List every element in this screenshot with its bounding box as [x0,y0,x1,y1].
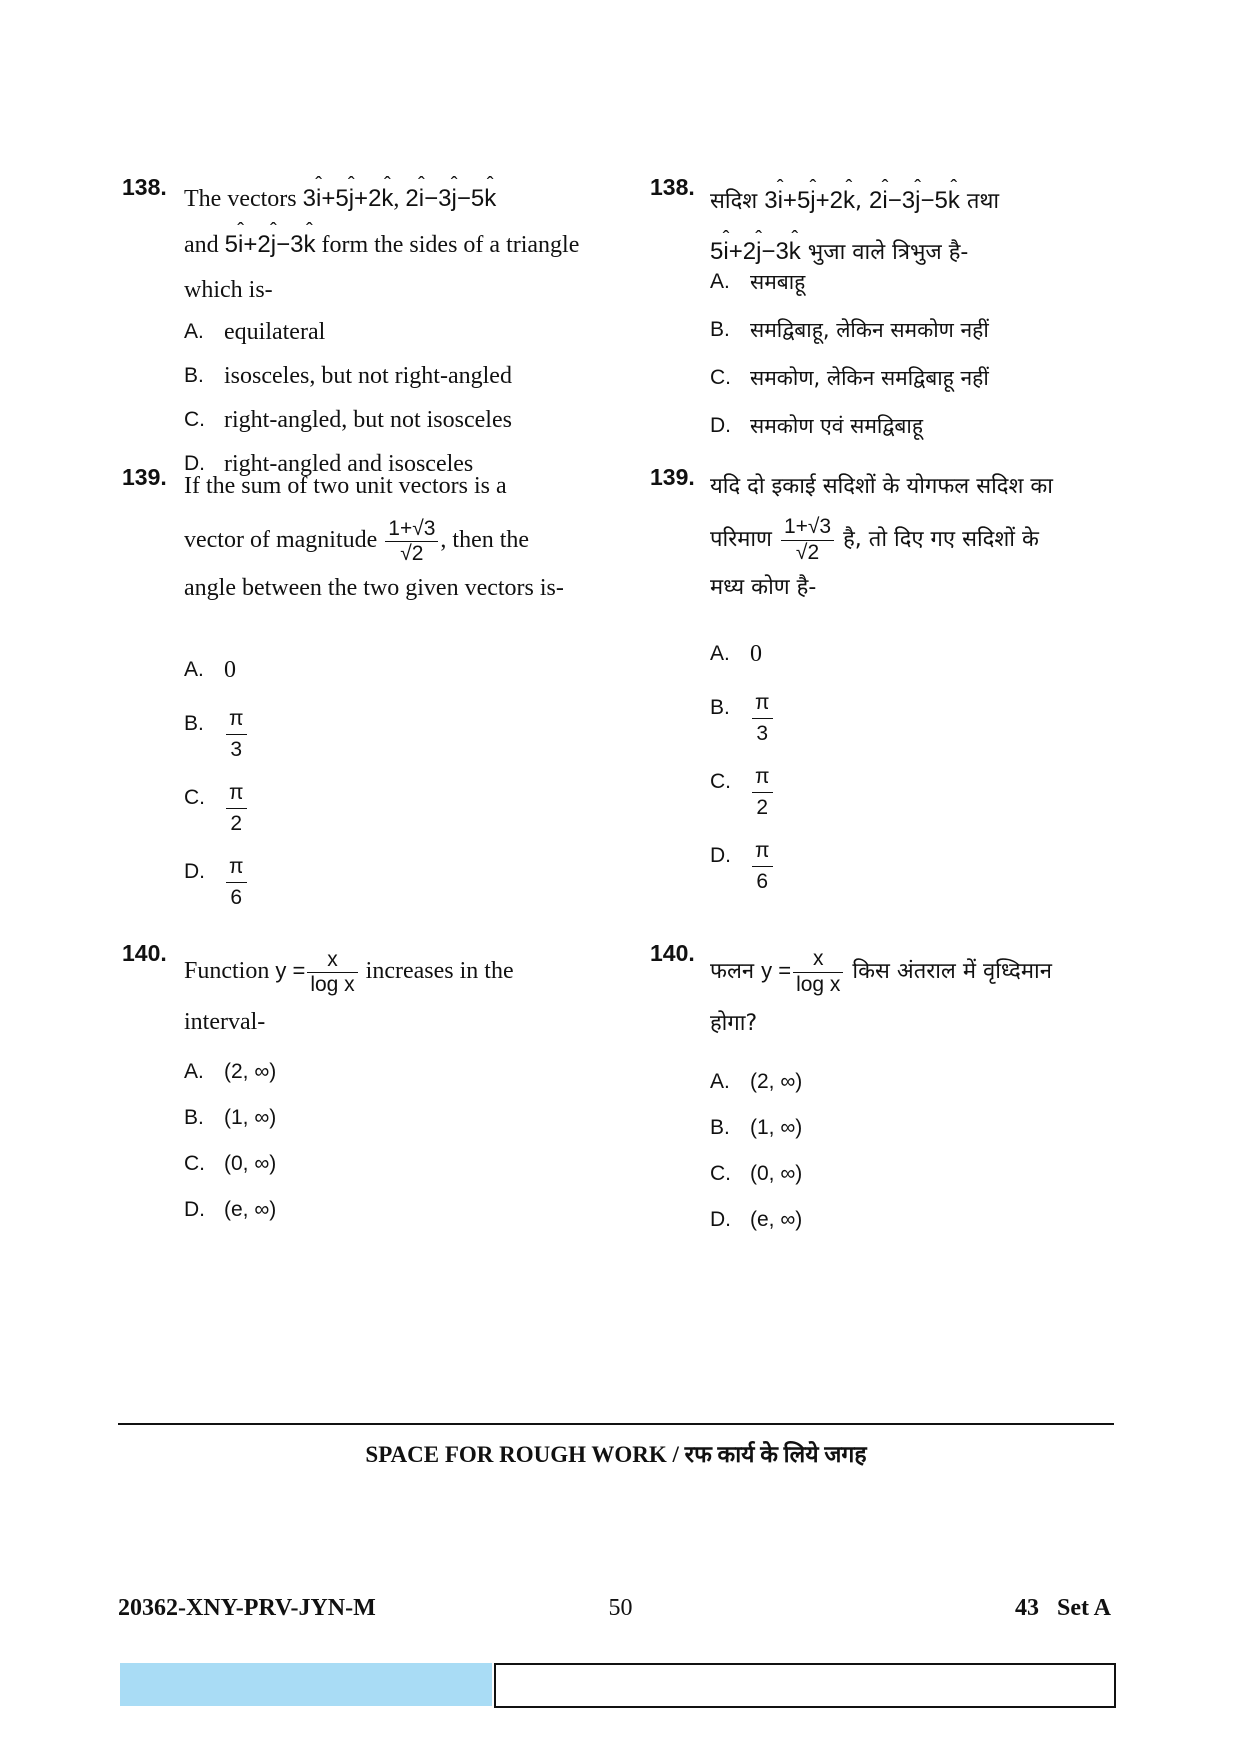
page-number: 50 [608,1595,633,1621]
option-b[interactable]: B. $\frac{\pi}{3}$ [184,704,592,766]
option-c[interactable]: C. $\frac{\pi}{2}$ [184,778,592,840]
option-d[interactable]: D. समकोण एवं समद्विबाहू [710,414,923,438]
footer-box [494,1663,1116,1708]
question-text: सदिश 3ˆ i+5ˆ j+2ˆ k, 2ˆ i−3ˆ j−5ˆ k तथा 5ˆ i+2ˆ j−3ˆ k भुजा वाले त्रिभुज है- [710,174,1120,278]
footer-blue-bar [120,1663,492,1706]
option-b[interactable]: B. (1, ∞) [184,1106,277,1129]
question-number: 138. [122,174,167,200]
option-a[interactable]: A. समबाहू [710,270,806,294]
pi-fraction: $\frac{\pi}{3}$ [752,688,773,750]
option-b[interactable]: B. $\frac{\pi}{3}$ [710,688,1120,750]
pi-fraction: $\frac{\pi}{2}$ [752,762,773,824]
divider [118,1423,1114,1425]
vector-expression: 2ˆ i−3ˆ j−5ˆ k [405,185,496,212]
rough-work-heading: SPACE FOR ROUGH WORK / रफ कार्य के लिये जगह [365,1442,867,1467]
question-138-hindi [650,174,1120,474]
question-number: 139. [650,464,695,490]
vector-expression: 5ˆ i+2ˆ j−3ˆ k [225,231,316,258]
set-label: 43 Set A [1015,1595,1111,1621]
option-a[interactable]: A. (2, ∞) [710,1070,803,1093]
pi-fraction: $\frac{\pi}{3}$ [226,704,247,766]
question-number: 139. [122,464,167,490]
question-number: 140. [650,940,695,966]
question-139-hindi [650,464,1120,940]
question-140-hindi [650,940,1120,1231]
option-b[interactable]: B. (1, ∞) [710,1116,803,1139]
vector-expression: 5ˆ i+2ˆ j−3ˆ k [710,238,801,265]
option-c[interactable]: C. (0, ∞) [710,1162,803,1185]
option-d[interactable]: D. $\frac{\pi}{6}$ [184,852,592,914]
vector-expression: 2ˆ i−3ˆ j−5ˆ k [869,187,960,214]
question-text: Function y = $\frac{x}{\text{log x}}$ increases in the interval- [184,947,514,1035]
option-a[interactable]: A. (2, ∞) [184,1060,277,1083]
option-d[interactable]: D. (e, ∞) [710,1208,803,1231]
option-c[interactable]: C. right-angled, but not isosceles [184,407,512,433]
question-number: 138. [650,174,695,200]
magnitude-fraction: $\frac{1+√3}{√2}$ [781,515,834,564]
vector-expression: 3ˆ i+5ˆ j+2ˆ k [303,185,394,212]
question-text: The vectors 3ˆ i+5ˆ j+2ˆ k, 2ˆ i−3ˆ j−5ˆ k and 5ˆ i+2ˆ j−3ˆ k form the sides of a triangle which is- [184,174,592,313]
hindi-column [650,174,1120,1231]
option-d[interactable]: D. (e, ∞) [184,1198,277,1221]
question-139 [122,464,592,940]
option-a[interactable]: A. 0 [184,657,236,683]
option-a[interactable]: A. equilateral [184,319,326,345]
option-c[interactable]: C. (0, ∞) [184,1152,277,1175]
paper-code: 20362-XNY-PRV-JYN-M [118,1595,376,1621]
question-text: फलन y = $\frac{x}{\text{log x}}$ किस अंतराल में वृध्दिमान होगा? [710,947,1052,1036]
function-fraction: $\frac{x}{\text{log x}}$ [793,947,843,996]
question-number: 140. [122,940,167,966]
option-d[interactable]: D. right-angled and isosceles [184,451,474,477]
option-a[interactable]: A. 0 [710,641,762,667]
vector-expression: 3ˆ i+5ˆ j+2ˆ k [764,187,855,214]
question-text: यदि दो इकाई सदिशों के योगफल सदिश का परिमाण $\frac{1+√3}{√2}$ है, तो दिए गए सदिशों के मध्य कोण है- [710,474,1054,600]
pi-fraction: $\frac{\pi}{6}$ [752,836,773,898]
function-fraction: $\frac{x}{\text{log x}}$ [307,948,357,997]
option-b[interactable]: B. समद्विबाहू, लेकिन समकोण नहीं [710,318,989,342]
magnitude-fraction: $\frac{1+√3}{√2}$ [385,517,438,566]
option-d[interactable]: D. $\frac{\pi}{6}$ [710,836,1120,898]
question-text: If the sum of two unit vectors is a vector of magnitude $\frac{1+√3}{√2}$ , then the angle between the two given vectors is- [184,473,564,601]
option-c[interactable]: C. $\frac{\pi}{2}$ [710,762,1120,824]
english-column [122,174,592,1221]
pi-fraction: $\frac{\pi}{6}$ [226,852,247,914]
question-140 [122,940,592,1221]
option-b[interactable]: B. isosceles, but not right-angled [184,363,512,389]
pi-fraction: $\frac{\pi}{2}$ [226,778,247,840]
option-c[interactable]: C. समकोण, लेकिन समद्विबाहू नहीं [710,366,989,390]
